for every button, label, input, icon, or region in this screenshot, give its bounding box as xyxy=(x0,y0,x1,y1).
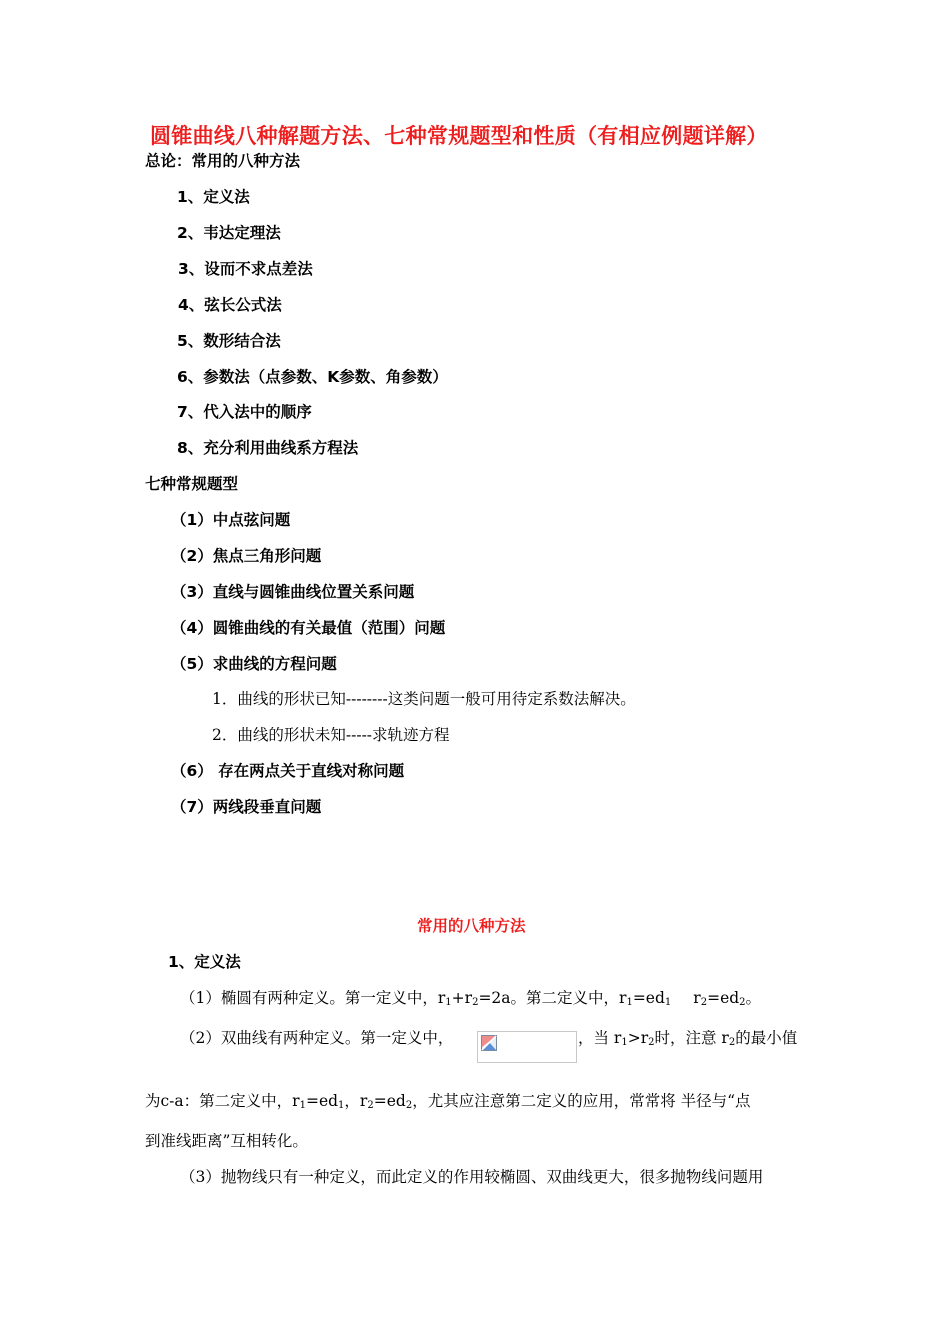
type-item: （1）中点弦问题 xyxy=(171,511,291,529)
method-item: 8、充分利用曲线系方程法 xyxy=(177,439,359,457)
method-item: 4、弦长公式法 xyxy=(178,296,282,314)
paragraph-parabola-definition: （3）抛物线只有一种定义，而此定义的作用较椭圆、双曲线更大，很多抛物线问题用 xyxy=(180,1168,764,1186)
formula-image-placeholder xyxy=(477,1031,577,1063)
broken-image-icon xyxy=(481,1035,497,1051)
type-item: （5）求曲线的方程问题 xyxy=(171,655,337,673)
types-heading: 七种常规题型 xyxy=(145,475,239,493)
method-item: 5、数形结合法 xyxy=(177,332,281,350)
type-item: （2）焦点三角形问题 xyxy=(171,547,322,565)
document-title: 圆锥曲线八种解题方法、七种常规题型和性质（有相应例题详解） xyxy=(150,124,768,148)
section-subheading: 1、定义法 xyxy=(168,953,241,971)
overview-heading: 总论：常用的八种方法 xyxy=(145,152,301,170)
paragraph-hyperbola-second-definition: 为c-a：第二定义中，$r_1=ed_1$，$r_2=ed_2$，尤其应注意第二定义的应用，常常将 半径与“点 xyxy=(145,1092,751,1111)
type5-sub-item: 2．曲线的形状未知-----求轨迹方程 xyxy=(212,726,450,744)
type-item: （7）两线段垂直问题 xyxy=(171,798,322,816)
paragraph-line: 到准线距离”互相转化。 xyxy=(145,1132,308,1150)
paragraph-ellipse-definition: （1）椭圆有两种定义。第一定义中，$r_1+r_2=2a$。第二定义中，$r_1=ed_1$ $r_2=ed_2$。 xyxy=(180,989,762,1008)
method-item: 7、代入法中的顺序 xyxy=(177,403,312,421)
method-item: 6、参数法（点参数、K参数、角参数） xyxy=(177,368,448,386)
type-item: （3）直线与圆锥曲线位置关系问题 xyxy=(171,583,415,601)
method-item: 1、定义法 xyxy=(177,188,250,206)
method-item: 2、韦达定理法 xyxy=(177,224,281,242)
type-item: （6） 存在两点关于直线对称问题 xyxy=(171,762,405,780)
paragraph-hyperbola-definition-end: ，当 $r_1>r_2$时，注意 $r_2$的最小值 xyxy=(578,1029,798,1048)
paragraph-hyperbola-definition-start: （2）双曲线有两种定义。第一定义中， xyxy=(180,1029,454,1047)
type-item: （4）圆锥曲线的有关最值（范围）问题 xyxy=(171,619,446,637)
section-heading: 常用的八种方法 xyxy=(417,917,526,935)
method-item: 3、设而不求点差法 xyxy=(178,260,313,278)
type5-sub-item: 1．曲线的形状已知--------这类问题一般可用待定系数法解决。 xyxy=(212,690,636,708)
